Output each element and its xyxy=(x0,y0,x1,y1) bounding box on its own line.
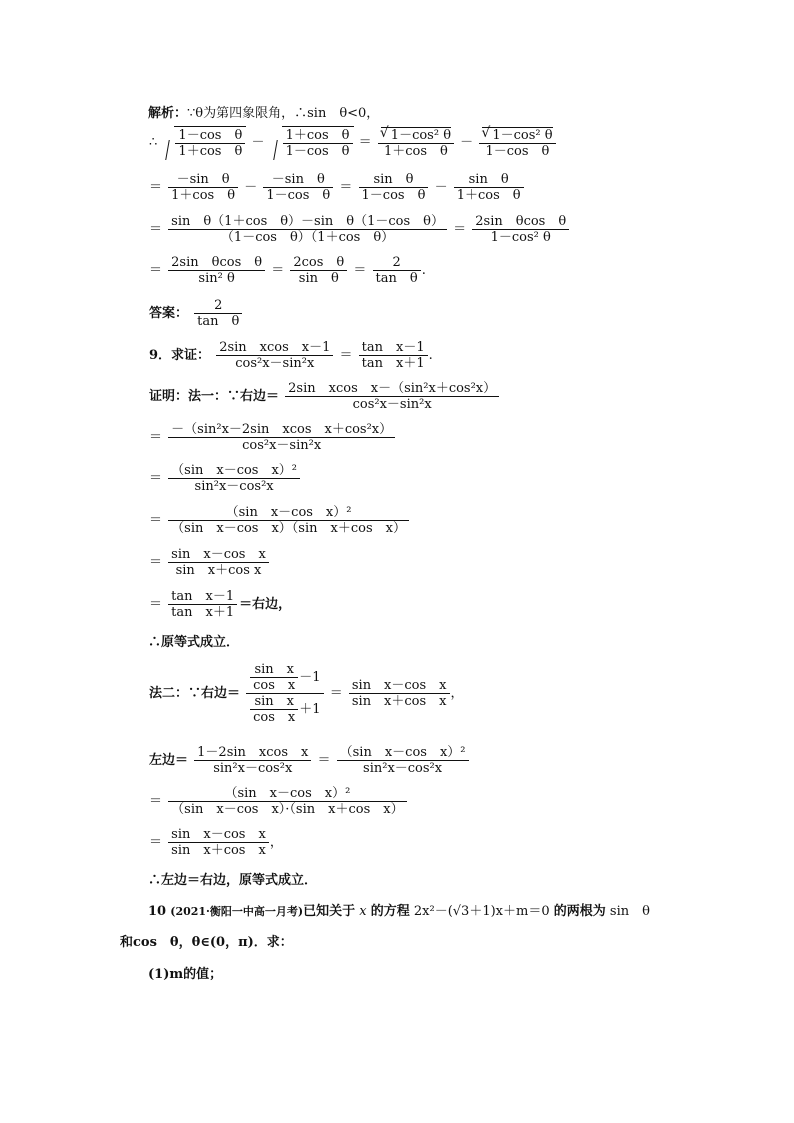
equation-4: ＝ $\frac{\text{2sin θcos θ}}{\text{sin² θ}}$ ＝ $\frac{\text{2cos θ}}{\text{sin θ}}$ ＝ $\frac{2}{\text{tan θ}}$ . xyxy=(149,255,426,286)
proof1-step6: ＝ $\frac{\text{tan x－1}}{\text{tan x＋1}}$ ＝右边， xyxy=(149,589,292,620)
fraction xyxy=(216,340,333,371)
equation-3: ＝ $\frac{\text{sin θ（1＋cos θ）－sin θ（1－cos θ）}}{\text{（1－cos θ）（1＋cos θ）}}$ ＝ $\frac{\text{2sin θcos θ}}{\text{1－cos² θ}}$ xyxy=(148,214,570,245)
fraction xyxy=(168,214,447,245)
proof1-step3: ＝ $\frac{\text{（sin x－cos x）²}}{\text{sin²x－cos²x}}$ xyxy=(148,463,301,494)
proof2-step4: ＝ $\frac{\text{sin x－cos x}}{\text{sin x＋cos x}}$ ， xyxy=(149,827,283,858)
numerator: sin θ xyxy=(468,172,509,187)
fraction xyxy=(263,172,333,203)
numerator: （sin x－cos x）² xyxy=(171,463,298,478)
denominator: 1－cos θ xyxy=(359,187,429,203)
fraction xyxy=(290,255,347,286)
therefore-symbol: ∴ xyxy=(149,134,158,150)
denominator: sin²x－cos²x xyxy=(194,760,311,776)
proof1-step4: ＝ $\frac{\text{（sin x－cos x）²}}{\text{（sin x－cos x）（sin x＋cos x）}}$ xyxy=(148,505,410,536)
numerator: （sin x－cos x）² xyxy=(339,745,466,760)
sqrt-2 xyxy=(270,126,354,159)
question-text: 已知关于 xyxy=(303,904,356,919)
numerator: sin θ（1＋cos θ）－sin θ（1－cos θ） xyxy=(171,214,444,229)
rhs-text: ＝右边， xyxy=(239,596,292,612)
denominator: cos²x－sin²x xyxy=(216,355,333,371)
denominator: sin θ xyxy=(290,270,347,286)
denominator: 1－cos θ xyxy=(283,143,353,159)
fraction xyxy=(359,340,428,371)
numerator: 1－cos θ xyxy=(178,128,243,143)
numerator: sin x－cos x xyxy=(351,678,447,693)
question-10-number: 10 xyxy=(148,904,167,919)
equation-1: ∴ $\frac{\text{1－cos θ}}{\text{1＋cos θ}}$ － $\frac{\text{1＋cos θ}}{\text{1－cos θ}}$ ＝ √ $\frac{\text{1－cos² θ}}{\text{1＋cos θ}}$ － √ $\frac{\text{1－cos² θ}}{\text{1－cos θ}}$ xyxy=(148,126,557,159)
question-10 xyxy=(148,904,650,920)
proof1-step1 xyxy=(148,381,500,412)
variable-x: x xyxy=(359,904,367,919)
denominator: cos²x－sin²x xyxy=(285,396,499,412)
numerator: 2sin xcos x－1 xyxy=(219,340,331,355)
fraction xyxy=(454,172,524,203)
question-text: 的方程 xyxy=(370,904,410,919)
quadratic-equation: 2x²－(√3＋1)x＋m＝0 xyxy=(413,904,550,919)
denominator: 1＋cos θ xyxy=(175,143,245,159)
fraction xyxy=(168,172,238,203)
proof2-conclusion: ∴左边＝右边，原等式成立． xyxy=(148,873,318,888)
sqrt-1 xyxy=(162,126,246,159)
numerator: －（sin²x－2sin xcos x＋cos²x） xyxy=(171,422,393,437)
proof2-step1: 法二：∵右边＝ $\frac{\text{sin x}}{\text{cos x}}$ －1 $\frac{\text{sin x}}{\text{cos x}}$ ＋1 ＝ $\frac{\text{sin x－cos x}}{\text{sin x＋cos x}}$ ， xyxy=(149,662,464,725)
denominator: （sin x－cos x）（sin x＋cos x） xyxy=(168,520,409,536)
denominator: sin x＋cos x xyxy=(168,842,269,858)
numerator: （sin x－cos x）² xyxy=(225,505,352,520)
numerator: 2sin θcos θ xyxy=(475,214,567,229)
denominator: cos²x－sin²x xyxy=(168,437,395,453)
compound-fraction xyxy=(246,662,323,725)
equation-2: ＝ $\frac{\text{－sin θ}}{\text{1＋cos θ}}$ － $\frac{\text{－sin θ}}{\text{1－cos θ}}$ ＝ $\frac{\text{sin θ}}{\text{1－cos θ}}$ － $\frac{\text{sin θ}}{\text{1＋cos θ}}$ xyxy=(148,172,525,203)
denominator: tan x＋1 xyxy=(359,355,428,371)
proof2-step2: 左边＝ $\frac{\text{1－2sin xcos x}}{\text{sin²x－cos²x}}$ ＝ $\frac{\text{（sin x－cos x）²}}{\text{sin²x－cos²x}}$ xyxy=(148,745,470,776)
proof1-label: 证明：法一：∵右边＝ xyxy=(149,388,280,404)
question-source: (2021·衡阳一中高一月考) xyxy=(170,905,304,918)
denominator: sin x＋cos x xyxy=(349,693,450,709)
fraction xyxy=(349,678,450,709)
numerator: 2cos θ xyxy=(293,255,345,270)
solution-label: 解析： xyxy=(148,106,188,121)
numerator: 2 xyxy=(214,298,223,313)
numerator: 2sin xcos x－（sin²x＋cos²x） xyxy=(288,381,497,396)
numerator: tan x－1 xyxy=(361,340,425,355)
fraction xyxy=(168,505,409,536)
fraction xyxy=(378,127,454,159)
numerator: √ 1－cos² θ xyxy=(381,127,451,143)
denominator: sin² θ xyxy=(168,270,265,286)
denominator: （sin x－cos x）·（sin x＋cos x） xyxy=(168,801,406,817)
denominator: （1－cos θ）（1＋cos θ） xyxy=(168,229,447,245)
comma: ， xyxy=(269,835,283,850)
fraction xyxy=(168,547,269,578)
denominator: 1＋cos θ xyxy=(168,187,238,203)
numerator: 1－2sin xcos x xyxy=(197,745,309,760)
solution-text: ∵θ为第四象限角，∴sin θ<0， xyxy=(187,106,380,121)
answer-label: 答案： xyxy=(149,305,189,321)
fraction xyxy=(168,422,395,453)
solution-line xyxy=(148,106,379,122)
left-label: 左边＝ xyxy=(149,752,189,768)
denominator: cos x xyxy=(250,677,298,693)
fraction xyxy=(337,745,469,776)
numerator: sin x－cos x xyxy=(171,547,266,562)
numerator: √ 1－cos² θ xyxy=(482,127,552,143)
denominator: 1＋cos θ xyxy=(454,187,524,203)
fraction xyxy=(285,381,499,412)
question-10-line2: 和cos θ，θ∈(0，π)．求： xyxy=(120,935,293,950)
period: . xyxy=(421,263,426,278)
numerator: －sin θ xyxy=(176,172,230,187)
fraction xyxy=(168,255,265,286)
plus-one: ＋1 xyxy=(299,702,321,717)
proof2-label: 法二：∵右边＝ xyxy=(149,685,241,701)
comma: ， xyxy=(450,686,464,701)
fraction xyxy=(373,255,421,286)
proof1-step2: ＝ $\frac{\text{－（sin²x－2sin xcos x＋cos²x）}}{\text{cos²x－sin²x}}$ xyxy=(148,422,396,453)
root-sin: sin θ xyxy=(609,904,650,919)
denominator: sin²x－cos²x xyxy=(168,478,300,494)
fraction xyxy=(168,463,300,494)
fraction xyxy=(479,127,555,159)
numerator: sin x xyxy=(254,662,294,677)
answer-fraction xyxy=(194,298,242,329)
proof1-step5: ＝ $\frac{\text{sin x－cos x}}{\text{sin x＋cos x}}$ xyxy=(148,547,270,578)
proof2-step3: ＝ $\frac{\text{（sin x－cos x）²}}{\text{（sin x－cos x）·（sin x＋cos x）}}$ xyxy=(148,786,408,817)
minus-one: －1 xyxy=(299,670,321,685)
proof1-conclusion: ∴原等式成立． xyxy=(148,635,240,650)
numerator: 2 xyxy=(392,255,401,270)
numerator: sin x xyxy=(254,694,294,709)
denominator: 1－cos θ xyxy=(479,143,555,159)
numerator: tan x－1 xyxy=(171,589,235,604)
question-9-label: 9．求证： xyxy=(149,347,211,363)
denominator: sin²x－cos²x xyxy=(337,760,469,776)
denominator: tan θ xyxy=(373,270,421,286)
fraction xyxy=(168,589,237,620)
numerator: sin x－cos x xyxy=(171,827,266,842)
answer-line xyxy=(148,298,243,329)
question-text: 的两根为 xyxy=(553,904,606,919)
numerator: sin θ xyxy=(373,172,414,187)
fraction xyxy=(168,786,406,817)
denominator: tan θ xyxy=(194,313,242,329)
question-9: 9．求证： $\frac{\text{2sin xcos x－1}}{\text{cos²x－sin²x}}$ ＝ $\frac{\text{tan x－1}}{\text{tan x＋1}}$ . xyxy=(149,340,433,371)
period: . xyxy=(428,348,433,363)
numerator: 2sin θcos θ xyxy=(171,255,263,270)
fraction xyxy=(359,172,429,203)
denominator: 1－cos θ xyxy=(263,187,333,203)
question-10-part1: (1)m的值； xyxy=(148,967,223,982)
denominator: 1＋cos θ xyxy=(378,143,454,159)
numerator: 1＋cos θ xyxy=(285,128,350,143)
fraction xyxy=(194,745,311,776)
denominator: cos x xyxy=(250,709,298,725)
numerator: －sin θ xyxy=(271,172,325,187)
denominator: tan x＋1 xyxy=(168,604,237,620)
numerator: （sin x－cos x）² xyxy=(224,786,351,801)
denominator: 1－cos² θ xyxy=(472,229,569,245)
denominator: sin x＋cos x xyxy=(168,562,269,578)
fraction xyxy=(472,214,569,245)
fraction xyxy=(168,827,269,858)
